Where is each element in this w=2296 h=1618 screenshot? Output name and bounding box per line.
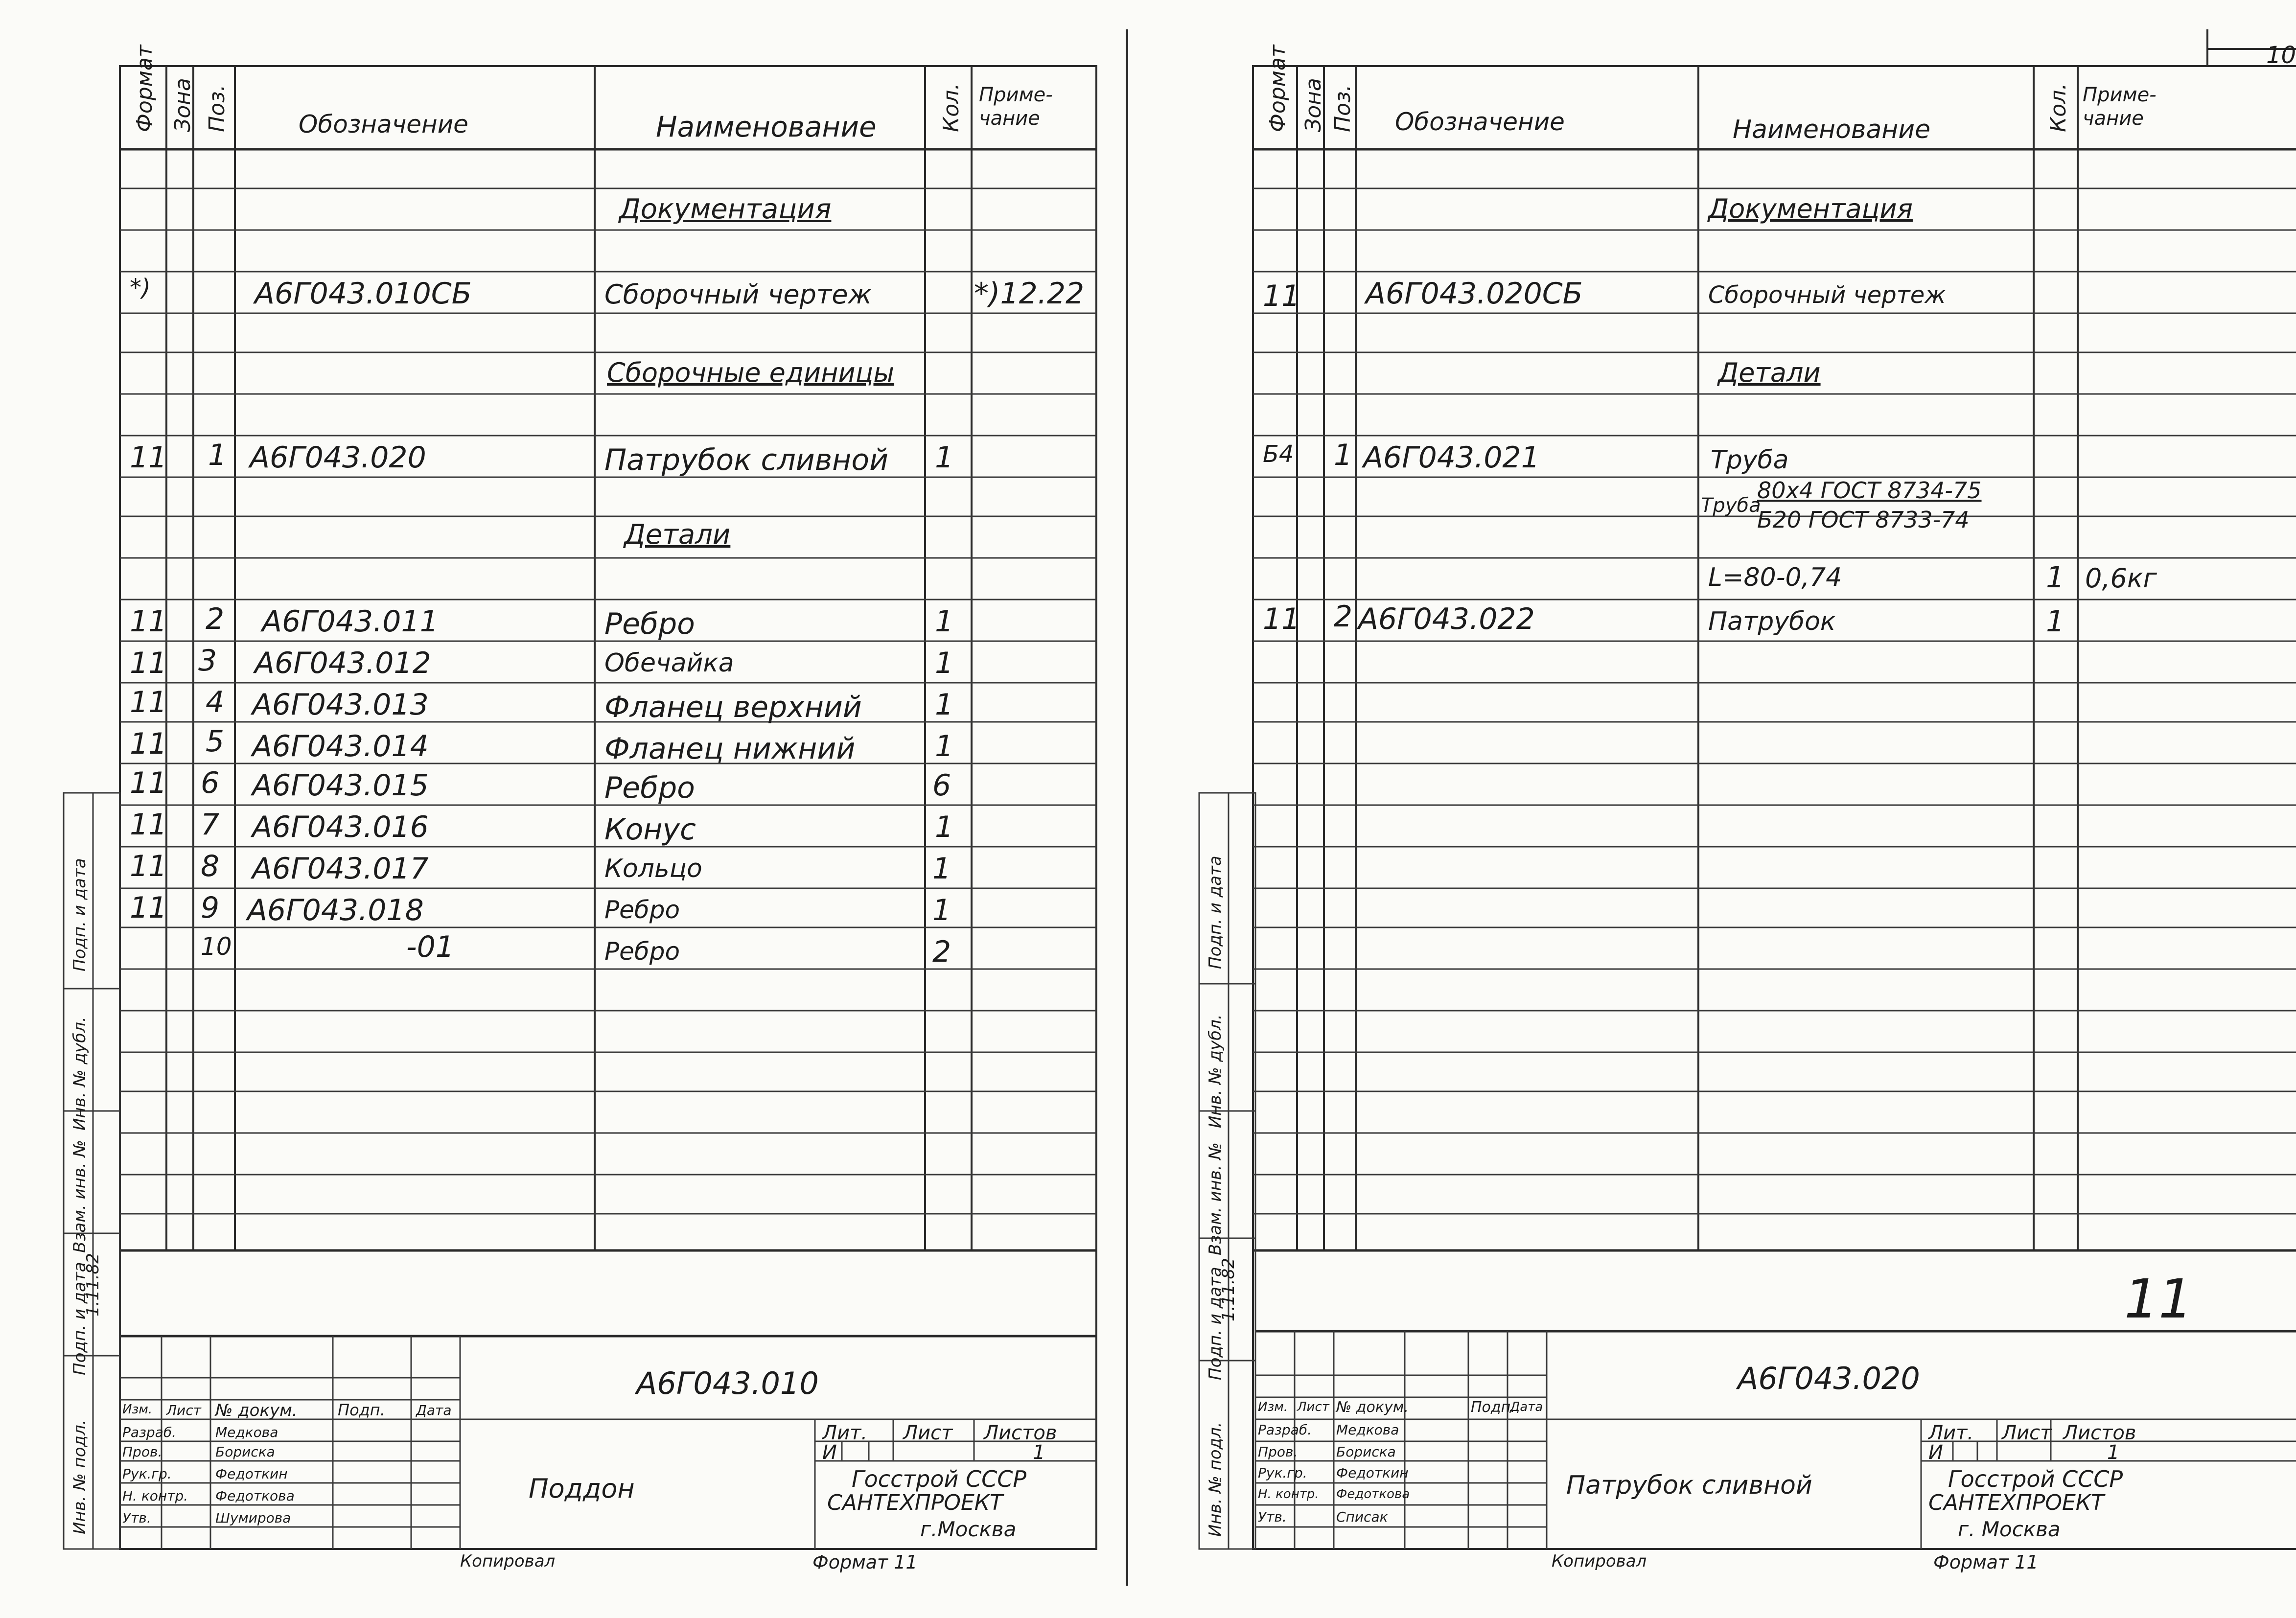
row-name: Кольцо: [604, 854, 702, 883]
row-qty: 2: [932, 935, 951, 969]
row-pos: 6: [201, 766, 220, 800]
title-block-title: Патрубок сливной: [1566, 1471, 1812, 1500]
side-label: Подп. и дата: [1206, 1267, 1225, 1380]
format-label: Формат 11: [812, 1551, 918, 1573]
sheets-label: Листов: [984, 1422, 1057, 1444]
role-label: Н. контр.: [1258, 1487, 1319, 1502]
row-pos: 4: [206, 685, 225, 719]
row-name: Патрубок: [1708, 607, 1836, 636]
title-block-code: А6Г043.010: [636, 1365, 819, 1401]
side-label: Подп. и дата: [70, 858, 90, 971]
row-designation: А6Г043.022: [1358, 602, 1535, 636]
row-qty: 1: [935, 688, 954, 722]
lit-value: И: [822, 1441, 837, 1464]
side-label: Подп. и дата: [1206, 855, 1225, 969]
row-designation: -01: [406, 930, 454, 964]
row-name: Сборочный чертеж: [604, 279, 872, 310]
row-designation: А6Г043.013: [252, 688, 429, 722]
header-format: Формат: [132, 45, 157, 132]
header-format: Формат: [1265, 45, 1290, 132]
org-line-2: САНТЕХПРОЕКТ: [827, 1490, 1003, 1515]
col-sign: Подп.: [1471, 1399, 1515, 1416]
role-label: Рук.гр.: [122, 1466, 172, 1482]
row-pos: 2: [1334, 600, 1353, 634]
role-name: Шумирова: [215, 1510, 291, 1526]
role-name: Федоткова: [215, 1488, 295, 1504]
row-qty: 1: [932, 852, 951, 886]
org-line-3: г. Москва: [1958, 1517, 2061, 1541]
row-format: 11: [130, 646, 167, 680]
role-name: Федоткин: [1336, 1465, 1409, 1481]
lit-value: И: [1928, 1441, 1943, 1464]
row-qty: 1: [2046, 604, 2065, 639]
sheet-label: Лист: [903, 1422, 953, 1444]
title-block-code: А6Г043.020: [1738, 1361, 1920, 1396]
org-line-1: Госстрой СССР: [1948, 1466, 2123, 1492]
side-label: Инв. № дубл.: [1206, 1014, 1225, 1128]
row-name: Ребро: [604, 607, 695, 641]
row-qty: 1: [935, 646, 954, 680]
side-label: Взам. инв. №: [1206, 1142, 1225, 1255]
side-label: Инв. № подл.: [1206, 1422, 1225, 1537]
row-format: 11: [130, 685, 167, 719]
row-pos: 1: [1334, 438, 1353, 472]
header-designation: Обозначение: [299, 110, 468, 139]
row-format: Б4: [1263, 440, 1294, 468]
sheet-label: Лист: [2002, 1422, 2052, 1444]
org-line-3: г.Москва: [920, 1517, 1017, 1541]
header-designation: Обозначение: [1395, 108, 1565, 136]
row-format: 11: [130, 766, 167, 800]
row-name: Труба: [1711, 445, 1789, 475]
pipe-spec-line-1: 80х4 ГОСТ 8734-75: [1757, 477, 1982, 504]
row-qty: 1: [2046, 560, 2065, 595]
header-zone: Зона: [170, 78, 195, 132]
row-name: Ребро: [604, 771, 695, 805]
row-format: 11: [130, 440, 167, 475]
left-sheet: [0, 0, 1126, 1618]
row-pos: 8: [201, 849, 220, 883]
role-label: Утв.: [122, 1510, 151, 1526]
row-designation: А6Г043.020: [250, 440, 426, 475]
side-date: 1.11.82: [83, 1253, 103, 1317]
col-doc: № докум.: [215, 1401, 298, 1420]
sheets-value: 1: [2107, 1441, 2120, 1464]
role-name: Медкова: [1336, 1422, 1399, 1438]
row-name: Обечайка: [604, 648, 734, 678]
side-label: Инв. № подл.: [70, 1419, 90, 1534]
sheets-value: 1: [1033, 1441, 1045, 1464]
row-designation: А6Г043.021: [1363, 440, 1540, 475]
row-note: *)12.22: [974, 277, 1085, 311]
role-label: Н. контр.: [122, 1488, 188, 1504]
row-designation: А6Г043.011: [262, 604, 439, 639]
row-qty: 6: [932, 768, 951, 803]
row-name: L=80-0,74: [1708, 563, 1842, 592]
row-designation: А6Г043.018: [247, 893, 424, 927]
side-label: Взам. инв. №: [70, 1140, 90, 1253]
role-label: Пров.: [1258, 1444, 1298, 1460]
row-name: Фланец верхний: [604, 690, 862, 724]
side-label: Инв. № дубл.: [70, 1017, 90, 1131]
section-documentation: Документация: [1708, 193, 1913, 224]
role-name: Бориска: [215, 1444, 275, 1460]
format-label: Формат 11: [1933, 1551, 2039, 1573]
row-qty: 1: [935, 810, 954, 844]
header-name: Наименование: [656, 110, 877, 143]
col-list: Лист: [1297, 1400, 1329, 1414]
col-izm: Изм.: [1258, 1400, 1288, 1414]
row-format: 11: [130, 808, 167, 842]
row-pos: 1: [208, 438, 227, 472]
row-name: Сборочный чертеж: [1708, 281, 1946, 309]
row-format: 11: [1263, 279, 1300, 313]
row-pos: 9: [201, 891, 220, 925]
pipe-prefix: Труба: [1701, 494, 1761, 517]
col-date: Дата: [1510, 1400, 1543, 1414]
section-documentation: Документация: [619, 193, 832, 225]
row-format: 11: [130, 604, 167, 639]
role-name: Федоткова: [1336, 1487, 1410, 1502]
col-izm: Изм.: [122, 1402, 153, 1417]
row-pos: 2: [206, 602, 225, 636]
section-details: Детали: [624, 519, 731, 551]
right-sheet: [1126, 0, 2296, 1618]
header-pos: Поз.: [205, 84, 230, 132]
lit-label: Лит.: [822, 1422, 868, 1444]
row-format: 11: [130, 727, 167, 761]
row-designation: А6Г043.017: [252, 852, 429, 886]
col-sign: Подп.: [338, 1401, 385, 1419]
org-line-1: Госстрой СССР: [852, 1466, 1027, 1492]
section-details: Детали: [1718, 357, 1821, 388]
row-pos: 5: [206, 724, 225, 759]
row-name: Патрубок сливной: [604, 443, 889, 477]
row-name: Ребро: [604, 896, 680, 924]
lit-label: Лит.: [1928, 1422, 1974, 1444]
row-pos: 3: [198, 644, 217, 678]
role-label: Разраб.: [1258, 1422, 1312, 1438]
row-format: 11: [130, 849, 167, 883]
handwritten-mark: 11: [2124, 1268, 2193, 1330]
copied-label: Копировал: [460, 1551, 556, 1571]
row-qty: 1: [935, 604, 954, 639]
role-label: Пров.: [122, 1444, 162, 1460]
side-label: Подп. и дата: [70, 1262, 90, 1375]
header-name: Наименование: [1733, 115, 1931, 144]
row-qty: 1: [932, 893, 951, 927]
header-qty: Кол.: [939, 83, 964, 132]
section-assembly-units: Сборочные единицы: [607, 357, 895, 388]
header-pos: Поз.: [1330, 84, 1355, 132]
row-format: 11: [1263, 602, 1300, 636]
role-name: Бориска: [1336, 1444, 1396, 1460]
row-pos: 10: [201, 932, 232, 961]
right-grid: [1126, 0, 2255, 1618]
row-format: 11: [130, 891, 167, 925]
left-grid: [0, 0, 1126, 1618]
title-block-title: Поддон: [529, 1473, 635, 1504]
row-format: *): [130, 274, 151, 301]
header-qty: Кол.: [2046, 83, 2071, 132]
row-name: Ребро: [604, 937, 680, 966]
role-label: Разраб.: [122, 1424, 177, 1440]
pipe-spec-line-2: Б20 ГОСТ 8733-74: [1757, 507, 1970, 533]
page-number: 10: [2266, 42, 2296, 69]
role-label: Утв.: [1258, 1509, 1287, 1525]
row-pos: 7: [201, 808, 220, 842]
col-doc: № докум.: [1336, 1399, 1409, 1416]
sheets-label: Листов: [2063, 1422, 2136, 1444]
row-name: Конус: [604, 812, 696, 847]
copied-label: Копировал: [1552, 1551, 1647, 1571]
role-name: Медкова: [215, 1424, 278, 1440]
col-list: Лист: [166, 1402, 201, 1418]
role-name: Федоткин: [215, 1466, 288, 1482]
row-designation: А6Г043.015: [252, 768, 429, 803]
side-date: 1.11.82: [1219, 1258, 1238, 1321]
role-name: Списак: [1336, 1509, 1388, 1525]
col-date: Дата: [416, 1402, 452, 1418]
row-qty: 1: [935, 729, 954, 763]
role-label: Рук.гр.: [1258, 1465, 1307, 1481]
row-designation: А6Г043.016: [252, 810, 429, 844]
row-note: 0,6кг: [2085, 563, 2157, 594]
header-note: Приме- чание: [979, 84, 1053, 130]
header-note: Приме- чание: [2083, 84, 2157, 130]
org-line-2: САНТЕХПРОЕКТ: [1928, 1490, 2104, 1515]
row-designation: А6Г043.012: [255, 646, 431, 680]
row-designation: А6Г043.010СБ: [255, 277, 472, 311]
row-name: Фланец нижний: [604, 732, 856, 766]
row-designation: А6Г043.014: [252, 729, 429, 763]
row-designation: А6Г043.020СБ: [1366, 277, 1583, 311]
header-zone: Зона: [1301, 78, 1326, 132]
row-qty: 1: [935, 440, 954, 475]
